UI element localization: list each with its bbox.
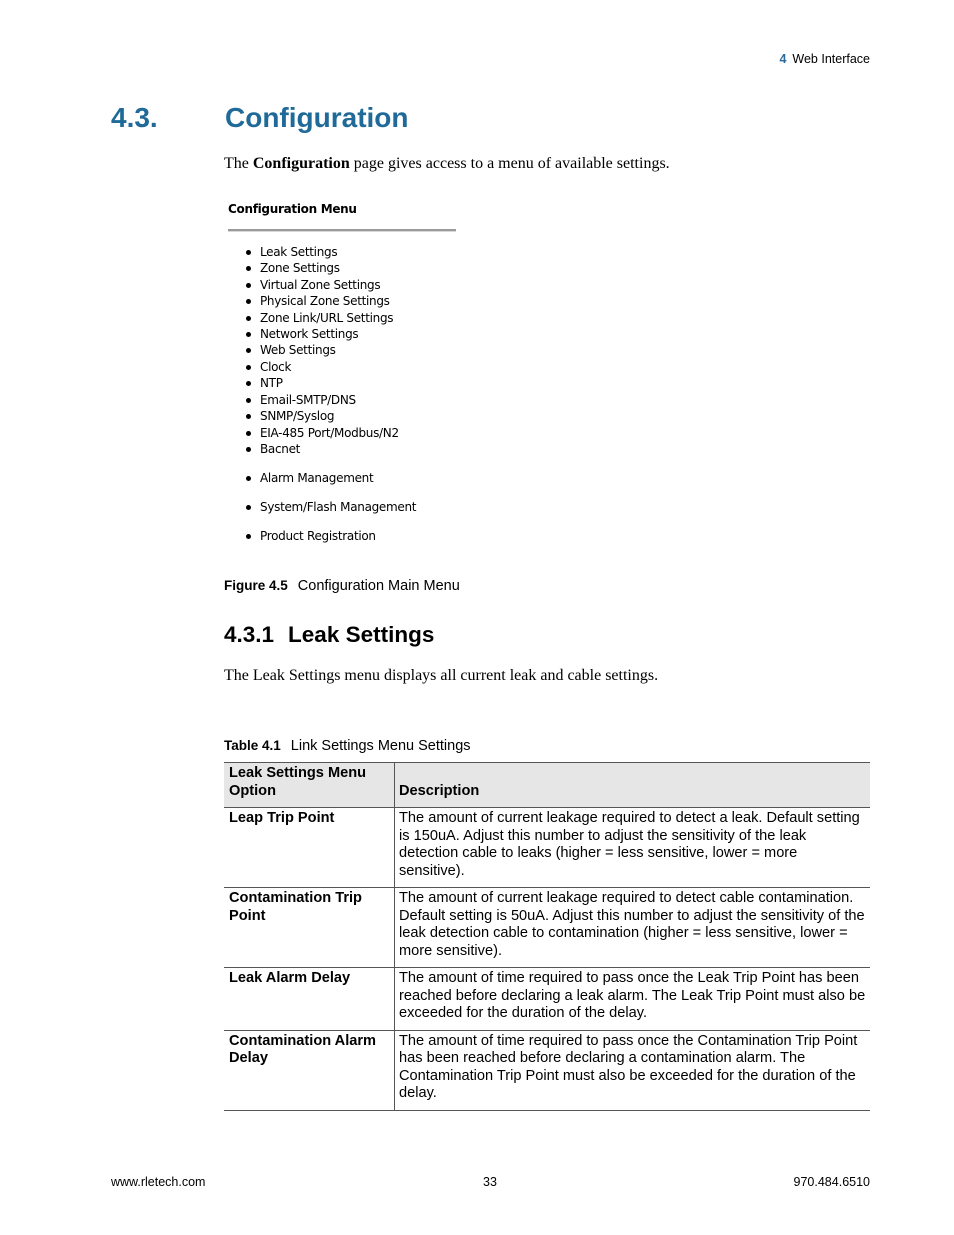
option-cell: Leak Alarm Delay — [224, 968, 395, 1031]
menu-item-label: EIA-485 Port/Modbus/N2 — [260, 426, 399, 440]
description-cell: The amount of time required to pass once the Contamination Trip Point has been reached before declaring a contamination alarm. The Contamination Trip Point must also be exceeded for the duration of the delay. — [395, 1030, 871, 1110]
menu-item-email-smtp-dns[interactable] — [260, 393, 356, 407]
column-header-description: Description — [395, 763, 871, 808]
menu-item-label: Web Settings — [260, 343, 336, 357]
intro-bold-term: Configuration — [252, 155, 350, 172]
bullet-icon — [246, 414, 251, 419]
menu-item-label: Network Settings — [260, 327, 359, 341]
bullet-icon — [246, 398, 251, 403]
menu-item-clock[interactable] — [260, 360, 291, 374]
table-header-row — [224, 763, 870, 808]
figure-caption — [224, 578, 460, 594]
table-row — [224, 808, 870, 888]
bullet-icon — [246, 283, 251, 288]
bullet-icon — [246, 381, 251, 386]
description-cell: The amount of current leakage required to detect a leak. Default setting is 150uA. Adjust this number to adjust the sensitivity of the leak detection cable to leaks (higher = less sensitive, lower = more sensitive). — [395, 808, 871, 888]
footer-page-number: 33 — [483, 1175, 497, 1189]
intro-paragraph — [224, 155, 670, 173]
menu-item-label: Product Registration — [260, 529, 376, 543]
bullet-icon — [246, 332, 251, 337]
intro-text-after: page gives access to a menu of available settings. — [349, 155, 670, 172]
menu-item-label: Zone Link/URL Settings — [260, 311, 394, 325]
menu-item-alarm-management[interactable] — [260, 471, 373, 485]
table-caption-text: Link Settings Menu Settings — [290, 738, 471, 754]
chapter-title: Web Interface — [792, 52, 870, 66]
menu-item-label: System/Flash Management — [260, 500, 417, 514]
bullet-icon — [246, 365, 251, 370]
menu-item-label: Clock — [260, 360, 292, 374]
menu-item-label: Alarm Management — [260, 471, 374, 485]
subsection-heading — [224, 622, 434, 648]
subsection-title: Leak Settings — [288, 622, 435, 647]
bullet-icon — [246, 534, 251, 539]
bullet-icon — [246, 250, 251, 255]
menu-divider — [228, 229, 456, 232]
menu-item-label: Virtual Zone Settings — [260, 278, 381, 292]
menu-item-ntp[interactable] — [260, 376, 283, 390]
menu-item-label: Bacnet — [260, 442, 301, 456]
configuration-menu-title: Configuration Menu — [228, 202, 357, 216]
menu-item-label: SNMP/Syslog — [260, 409, 335, 423]
menu-item-label: NTP — [260, 376, 283, 390]
section-heading — [111, 102, 409, 134]
description-cell: The amount of time required to pass once the Leak Trip Point has been reached before declaring a leak alarm. The Leak Trip Point must also be exceeded for the duration of the delay. — [395, 968, 871, 1031]
table-row — [224, 888, 870, 968]
table-row — [224, 968, 870, 1031]
menu-item-zone-link-url-settings[interactable] — [260, 311, 393, 325]
intro-text-before: The — [224, 155, 253, 172]
menu-item-eia-485-port[interactable] — [260, 426, 399, 440]
menu-item-zone-settings[interactable] — [260, 261, 340, 275]
menu-item-web-settings[interactable] — [260, 343, 336, 357]
subsection-paragraph: The Leak Settings menu displays all current leak and cable settings. — [224, 667, 659, 684]
menu-item-snmp-syslog[interactable] — [260, 409, 334, 423]
table-caption — [224, 738, 471, 754]
bullet-icon — [246, 505, 251, 510]
bullet-icon — [246, 431, 251, 436]
menu-item-label: Zone Settings — [260, 261, 340, 275]
menu-item-physical-zone-settings[interactable] — [260, 294, 390, 308]
menu-item-system-flash-management[interactable] — [260, 500, 416, 514]
footer-website[interactable]: www.rletech.com — [111, 1175, 206, 1189]
menu-item-network-settings[interactable] — [260, 327, 358, 341]
menu-item-leak-settings[interactable] — [260, 245, 337, 259]
menu-item-bacnet[interactable] — [260, 442, 300, 456]
leak-settings-table — [224, 762, 870, 1111]
option-cell: Contamination Trip Point — [224, 888, 395, 968]
subsection-number: 4.3.1 — [224, 622, 275, 647]
figure-caption-label: Figure 4.5 — [224, 578, 288, 593]
bullet-icon — [246, 316, 251, 321]
bullet-icon — [246, 266, 251, 271]
section-number: 4.3. — [111, 102, 158, 133]
menu-item-label: Physical Zone Settings — [260, 294, 390, 308]
section-title: Configuration — [225, 102, 409, 133]
bullet-icon — [246, 476, 251, 481]
option-cell: Leap Trip Point — [224, 808, 395, 888]
table-caption-label: Table 4.1 — [224, 738, 281, 753]
table-row — [224, 1030, 870, 1110]
bullet-icon — [246, 348, 251, 353]
bullet-icon — [246, 299, 251, 304]
option-cell: Contamination Alarm Delay — [224, 1030, 395, 1110]
chapter-number: 4 — [779, 52, 787, 66]
running-header — [779, 52, 870, 66]
figure-caption-text: Configuration Main Menu — [297, 578, 460, 594]
menu-item-virtual-zone-settings[interactable] — [260, 278, 380, 292]
column-header-option: Leak Settings Menu Option — [224, 763, 395, 808]
bullet-icon — [246, 447, 251, 452]
menu-item-label: Leak Settings — [260, 245, 338, 259]
menu-item-label: Email-SMTP/DNS — [260, 393, 356, 407]
description-cell: The amount of current leakage required to detect cable contamination. Default setting is 50uA. Adjust this number to adjust the sensitivity of the leak detection cable to contamination (higher = less sensitive, lower = more sensitive). — [395, 888, 871, 968]
menu-item-product-registration[interactable] — [260, 529, 376, 543]
footer-phone: 970.484.6510 — [793, 1175, 870, 1189]
